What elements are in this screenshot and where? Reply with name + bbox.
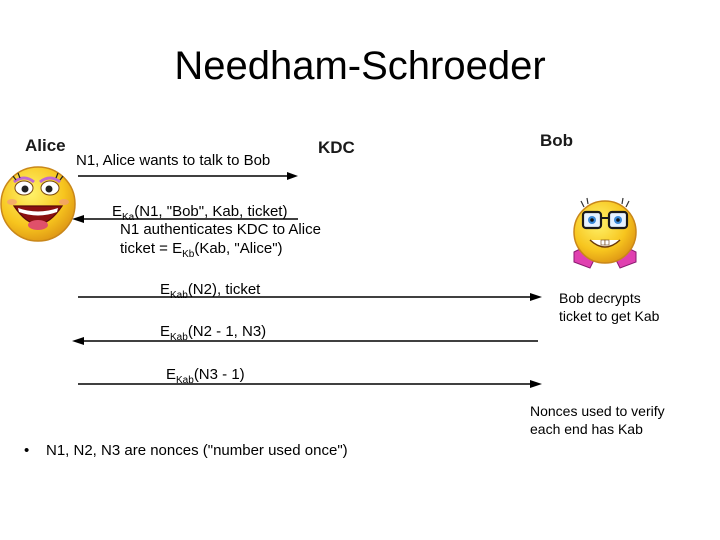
message-3-enc-prefix: E — [160, 281, 171, 298]
party-bob-label: Bob — [540, 131, 574, 150]
party-alice-label: Alice — [25, 136, 66, 155]
bob-decrypt-note-line1: Bob decrypts — [559, 290, 641, 306]
message-2-line3-prefix: ticket = E — [120, 240, 183, 257]
message-2-key-sub: Ka — [122, 212, 135, 223]
message-2-line3-sub: Kb — [182, 249, 195, 260]
arrow-message-3 — [78, 293, 542, 301]
message-4-content: (N2 - 1, N3) — [187, 323, 267, 340]
bob-decrypt-note-line2: ticket to get Kab — [559, 308, 660, 324]
message-5-key-sub: Kab — [176, 375, 194, 386]
message-4-key-sub: Kab — [170, 332, 188, 343]
message-4-enc-prefix: E — [160, 323, 171, 340]
arrow-message-5 — [78, 380, 542, 388]
nonces-note-line1: Nonces used to verify — [530, 403, 665, 419]
message-2-line3-rest: (Kab, "Alice") — [194, 240, 283, 257]
message-5-enc-prefix: E — [166, 366, 177, 383]
arrow-message-1 — [78, 172, 298, 180]
bullet-item-text: N1, N2, N3 are nonces ("number used once") — [46, 442, 348, 459]
arrow-message-2 — [72, 215, 298, 223]
bullet-marker: • — [24, 442, 30, 459]
message-5-content: (N3 - 1) — [193, 366, 245, 383]
arrow-message-4 — [72, 337, 538, 345]
alice-smiley-icon — [1, 167, 75, 241]
bob-smiley-icon — [574, 198, 636, 268]
message-2-line2: N1 authenticates KDC to Alice — [120, 221, 321, 238]
message-3-content: (N2), ticket — [187, 281, 261, 298]
message-2-enc-prefix: E — [112, 203, 123, 220]
nonces-note-line2: each end has Kab — [530, 421, 643, 437]
slide-title: Needham-Schroeder — [174, 44, 546, 88]
party-kdc-label: KDC — [318, 138, 355, 157]
message-3-key-sub: Kab — [170, 290, 188, 301]
message-1-label: N1, Alice wants to talk to Bob — [76, 152, 271, 169]
message-2-content: (N1, "Bob", Kab, ticket) — [134, 203, 288, 220]
